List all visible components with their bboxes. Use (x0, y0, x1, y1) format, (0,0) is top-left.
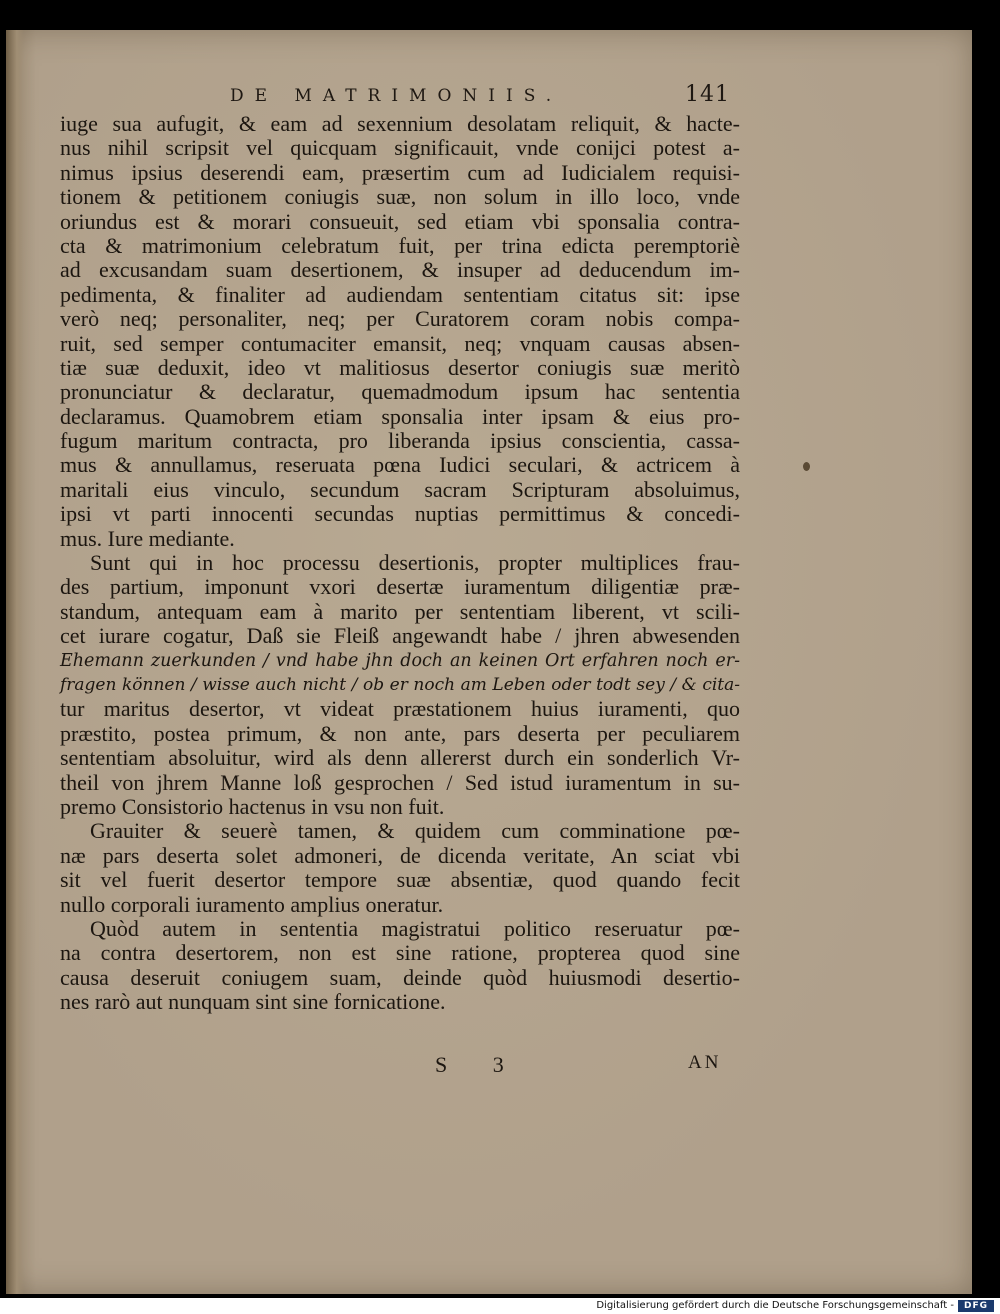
text-line: Grauiter & seuerè tamen, & quidem cum comminatione pœ- (90, 818, 740, 844)
page-footer-marks (60, 1052, 740, 1082)
text-line: cta & matrimonium celebratum fuit, per trina edicta peremptoriè (60, 232, 740, 258)
text-line: declaramus. Quamobrem etiam sponsalia inter ipsam & eius pro- (60, 403, 740, 429)
text-line: pedimenta, & finaliter ad audiendam sententiam citatus sit: ipse (60, 281, 740, 307)
text-line: mus. Iure mediante. (60, 525, 235, 551)
body-text (60, 112, 740, 1014)
text-line: nimus ipsius deserendi eam, præsertim cum ad Iudicialem requisi- (60, 159, 740, 185)
text-line: verò neq; personaliter, neq; per Curatorem coram nobis compa- (60, 306, 740, 332)
text-line: tiæ suæ deduxit, ideo vt malitiosus desertor coniugis suæ meritò (60, 354, 740, 380)
signature-mark: S 3 (435, 1052, 524, 1077)
page-gutter-edge (6, 30, 24, 1294)
text-line: na contra desertorem, non est sine ratione, propterea quod sine (60, 940, 740, 966)
text-line: ad excusandam suam desertionem, & insuper ad deducendum im- (60, 257, 740, 283)
text-line: maritali eius vinculo, secundum sacram Scripturam absoluimus, (60, 476, 740, 502)
text-line: ipsi vt parti innocenti secundas nuptias permittimus & concedi- (60, 501, 740, 527)
text-line: oriundus est & morari consueuit, sed etiam vbi sponsalia contra- (60, 208, 740, 234)
dfg-logo: DFG (958, 1300, 994, 1312)
text-line: premo Consistorio hactenus in vsu non fuit. (60, 793, 445, 819)
text-line: fugum maritum contracta, pro liberanda ipsius conscientia, cassa- (60, 428, 740, 454)
text-line: Sunt qui in hoc processu desertionis, propter multiplices frau- (90, 550, 740, 576)
page-number: 141 (685, 82, 730, 107)
text-line: sit vel fuerit desertor tempore suæ absentiæ, quod quando fecit (60, 867, 740, 893)
text-line: mus & annullamus, reseruata pœna Iudici seculari, & actricem à (60, 452, 740, 478)
text-line: iuge sua aufugit, & eam ad sexennium desolatam reliquit, & hacte- (60, 111, 740, 136)
page-header (60, 82, 740, 114)
text-line: tur maritus desertor, vt videat præstationem huius iuramenti, quo (60, 696, 740, 722)
text-line: cet iurare cogatur, Daß sie Fleiß angewandt habe / jhren abwesenden (60, 623, 740, 649)
text-line: standum, antequam eam à marito per sententiam liberent, vt scili- (60, 598, 740, 624)
text-line: ruit, sed semper contumaciter emansit, neq; vnquam causas absen- (60, 330, 740, 356)
text-line: præstito, postea primum, & non ante, pars deserta per peculiarem (60, 720, 740, 746)
text-line: pronunciatur & declaratur, quemadmodum ipsum hac sententia (60, 379, 740, 405)
catchword: AN (688, 1052, 722, 1073)
text-line: nes rarò aut nunquam sint sine fornicatione. (60, 989, 446, 1015)
text-line: theil von jhrem Manne loß gesprochen / Sed istud iuramentum in su- (60, 769, 740, 795)
text-line: nullo corporali iuramento amplius oneratur. (60, 891, 444, 917)
text-line: tionem & petitionem coniugis suæ, non solum in illo loco, vnde (60, 184, 740, 210)
text-line-blackletter: fragen können / wisse auch nicht / ob er noch am Leben oder todt sey / & cita- (60, 674, 740, 695)
funding-attribution: Digitalisierung gefördert durch die Deutsche Forschungsgemeinschaft - (596, 1300, 954, 1311)
text-line: des partium, imponunt vxori desertæ iuramentum diligentiæ præ- (60, 574, 740, 600)
text-line: causa deseruit coniugem suam, deinde quòd huiusmodi desertio- (60, 964, 740, 990)
text-line-blackletter: Ehemann zuerkunden / vnd habe jhn doch an keinen Ort erfahren noch er- (60, 650, 740, 671)
running-head: DE MATRIMONIIS. (230, 86, 563, 106)
text-line: nus nihil scripsit vel quicquam significauit, vnde conijci potest a- (60, 135, 740, 161)
text-line: næ pars deserta solet admoneri, de dicenda veritate, An sciat vbi (60, 842, 740, 868)
text-line: sententiam absoluitur, wird als denn allererst durch ein sonderlich Vr- (60, 745, 740, 771)
ink-spot (803, 462, 810, 471)
text-line: Quòd autem in sententia magistratui politico reseruatur pœ- (90, 915, 740, 941)
